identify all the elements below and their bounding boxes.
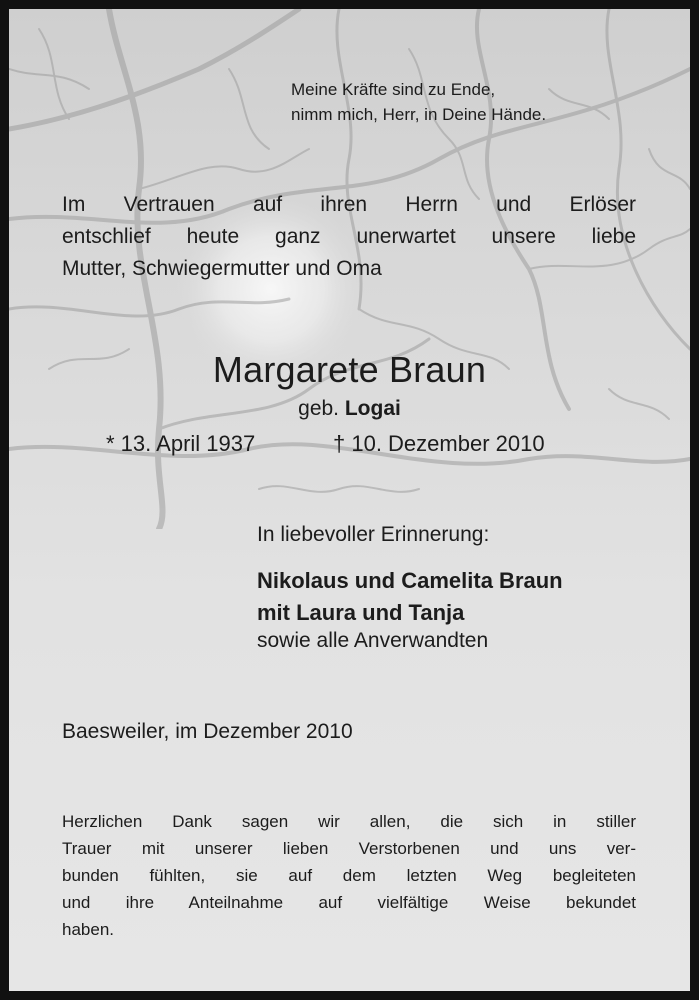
thanks-line: bunden fühlten, sie auf dem letzten Weg begleiteten xyxy=(62,866,636,885)
memory-heading: In liebevoller Erinnerung: xyxy=(257,523,490,546)
intro-line: Im Vertrauen auf ihren Herrn und Erlöser xyxy=(62,193,636,216)
obituary-card xyxy=(9,9,690,991)
other-relatives: sowie alle Anverwandten xyxy=(257,629,489,652)
thanks-line: Herzlichen Dank sagen wir allen, die sich in stiller xyxy=(62,812,636,831)
thanks-line: Trauer mit unserer lieben Verstorbenen und uns ver- xyxy=(62,839,636,858)
verse xyxy=(291,77,546,127)
intro-line: Mutter, Schwiegermutter und Oma xyxy=(62,257,382,280)
geb-prefix: geb. xyxy=(298,397,340,420)
birth-date: * 13. April 1937 xyxy=(106,431,256,456)
maiden-name: Logai xyxy=(344,397,401,420)
thanks-line: und ihre Anteilnahme auf vielfältige Weise bekundet xyxy=(62,893,636,912)
thanks-text xyxy=(62,808,636,943)
intro-line: entschlief heute ganz unerwartet unsere liebe xyxy=(62,225,636,248)
verse-line: Meine Kräfte sind zu Ende, xyxy=(291,80,496,99)
death-date: † 10. Dezember 2010 xyxy=(333,431,545,456)
maiden-name-line xyxy=(9,397,690,421)
family-line: mit Laura und Tanja xyxy=(257,600,465,625)
deceased-name: Margarete Braun xyxy=(212,349,487,390)
life-dates xyxy=(106,431,545,457)
place-date: Baesweiler, im Dezember 2010 xyxy=(62,720,353,743)
intro-text xyxy=(62,189,636,285)
family-line: Nikolaus und Camelita Braun xyxy=(257,568,563,593)
verse-line: nimm mich, Herr, in Deine Hände. xyxy=(291,105,547,124)
thanks-line: haben. xyxy=(62,920,114,939)
family-names xyxy=(257,565,563,629)
